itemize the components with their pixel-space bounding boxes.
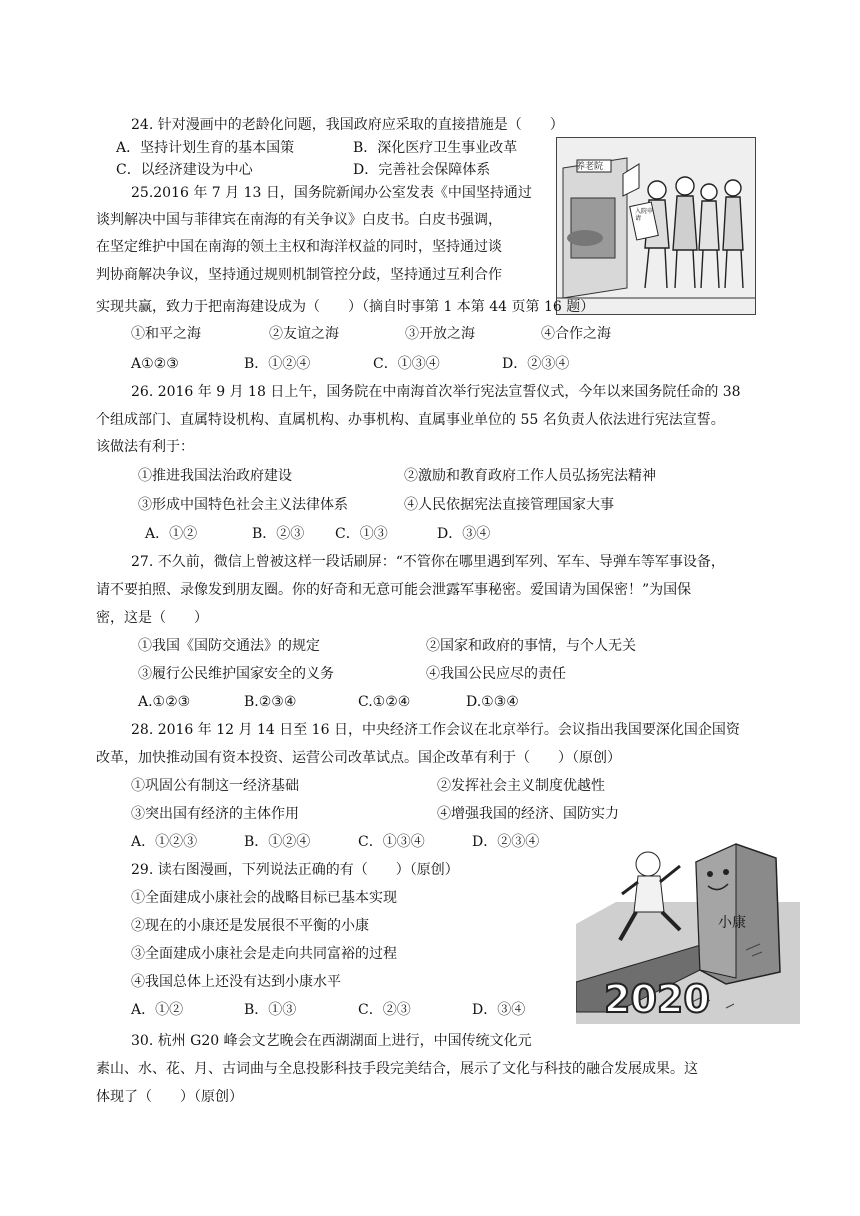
q30-line-2: 素山、水、花、月、古词曲与全息投影科技手段完美结合，展示了文化与科技的融合发展成果。这: [96, 1061, 698, 1077]
q26-line-3: 该做法有利于：: [96, 439, 194, 455]
q25-item-4: ④合作之海: [541, 326, 611, 342]
xiaokang-cartoon: [576, 832, 800, 1024]
q27-item-1: ①我国《国防交通法》的规定: [138, 638, 320, 654]
q25-item-2: ②友谊之海: [269, 326, 339, 342]
q28-option-a: A．①②③: [131, 834, 198, 850]
q29-option-a: A．①②: [131, 1002, 184, 1018]
q30-line-1: 30. 杭州 G20 峰会文艺晚会在西湖湖面上进行，中国传统文化元: [131, 1033, 532, 1049]
q25-option-b: B．①②④: [244, 356, 311, 372]
year-2020-label: 2020: [604, 977, 710, 1021]
q29-stem: 29. 读右图漫画，下列说法正确的有（ ）（原创）: [131, 862, 459, 878]
q27-line-1: 27. 不久前，微信上曾被这样一段话刷屏：“不管你在哪里遇到军列、军车、导弹车等军事设备，: [131, 554, 725, 570]
q26-item-4: ④人民依据宪法直接管理国家大事: [404, 497, 614, 513]
q25-option-d: D．②③④: [502, 356, 570, 372]
q25-item-1: ①和平之海: [131, 326, 201, 342]
xiaokang-building-label: 小康: [718, 915, 746, 931]
q26-item-3: ③形成中国特色社会主义法律体系: [138, 497, 348, 513]
q27-option-c: C.①②④: [358, 694, 411, 710]
q27-line-2: 请不要拍照、录像发到朋友圈。你的好奇和无意可能会泄露军事秘密。爱国请为国保密！”为国保: [96, 582, 692, 598]
application-form-label: 入院申请: [635, 208, 654, 222]
q28-item-1: ①巩固公有制这一经济基础: [131, 778, 299, 794]
q29-option-b: B．①③: [244, 1002, 297, 1018]
q28-item-2: ②发挥社会主义制度优越性: [437, 778, 605, 794]
q25-item-3: ③开放之海: [405, 326, 475, 342]
q29-item-1: ①全面建成小康社会的战略目标已基本实现: [131, 890, 397, 906]
q26-item-1: ①推进我国法治政府建设: [138, 468, 292, 484]
q29-item-4: ④我国总体上还没有达到小康水平: [131, 974, 341, 990]
q24-option-d: D．完善社会保障体系: [353, 162, 491, 178]
q27-item-3: ③履行公民维护国家安全的义务: [138, 666, 334, 682]
q28-line-1: 28. 2016 年 12 月 14 日至 16 日，中央经济工作会议在北京举行。会议指出我国要深化国企国资: [131, 722, 740, 738]
q25-line-2: 谈判解决中国与菲律宾在南海的有关争议》白皮书。白皮书强调，: [96, 212, 502, 228]
q26-item-2: ②激励和教育政府工作人员弘扬宪法精神: [404, 468, 656, 484]
aging-cartoon: [556, 137, 756, 315]
q28-option-b: B．①②④: [244, 834, 311, 850]
q24-option-b: B．深化医疗卫生事业改革: [353, 140, 518, 156]
q26-line-1: 26. 2016 年 9 月 18 日上午，国务院在中南海首次举行宪法宣誓仪式，今年以来国务院任命的 38: [131, 384, 741, 400]
q27-item-2: ②国家和政府的事情，与个人无关: [426, 638, 636, 654]
q29-option-d: D．③④: [472, 1002, 526, 1018]
q27-option-a: A.①②③: [138, 694, 191, 710]
q25-line-1: 25.2016 年 7 月 13 日，国务院新闻办公室发表《中国坚持通过: [131, 185, 532, 201]
q25-line-3: 在坚定维护中国在南海的领土主权和海洋权益的同时，坚持通过谈: [96, 239, 502, 255]
q24-stem: 24. 针对漫画中的老龄化问题，我国政府应采取的直接措施是（ ）: [131, 117, 564, 133]
q30-line-3: 体现了（ ）（原创）: [96, 1089, 243, 1105]
q27-option-b: B.②③④: [244, 694, 297, 710]
q28-option-d: D．②③④: [472, 834, 540, 850]
q28-option-c: C．①③④: [358, 834, 425, 850]
q28-line-2: 改革，加快推动国有资本投资、运营公司改革试点。国企改革有利于（ ）（原创）: [96, 750, 621, 766]
q25-option-c: C．①③④: [373, 356, 440, 372]
q25-line-5: 实现共赢，致力于把南海建设成为（ ）（摘自时事第 1 本第 44 页第 16 题）: [96, 299, 595, 315]
q27-line-3: 密，这是（ ）: [96, 610, 208, 626]
q27-item-4: ④我国公民应尽的责任: [426, 666, 566, 682]
q29-item-3: ③全面建成小康社会是走向共同富裕的过程: [131, 946, 397, 962]
q24-option-a: A．坚持计划生育的基本国策: [116, 140, 295, 156]
q26-option-b: B．②③: [252, 526, 305, 542]
q29-option-c: C．②③: [358, 1002, 411, 1018]
q26-option-a: A．①②: [145, 526, 198, 542]
nursing-home-sign: 养老院: [576, 162, 604, 172]
q25-line-4: 判协商解决争议，坚持通过规则机制管控分歧，坚持通过互利合作: [96, 267, 502, 283]
q28-item-4: ④增强我国的经济、国防实力: [437, 806, 619, 822]
q29-item-2: ②现在的小康还是发展很不平衡的小康: [131, 918, 369, 934]
q26-option-d: D．③④: [437, 526, 491, 542]
q26-option-c: C．①③: [335, 526, 388, 542]
q26-line-2: 个组成部门、直属特设机构、直属机构、办事机构、直属事业单位的 55 名负责人依法进行宪法宣誓。: [96, 412, 725, 428]
q27-option-d: D.①③④: [466, 694, 519, 710]
q24-option-c: C．以经济建设为中心: [116, 162, 253, 178]
q25-option-a: A①②③: [131, 356, 179, 372]
q28-item-3: ③突出国有经济的主体作用: [131, 806, 299, 822]
